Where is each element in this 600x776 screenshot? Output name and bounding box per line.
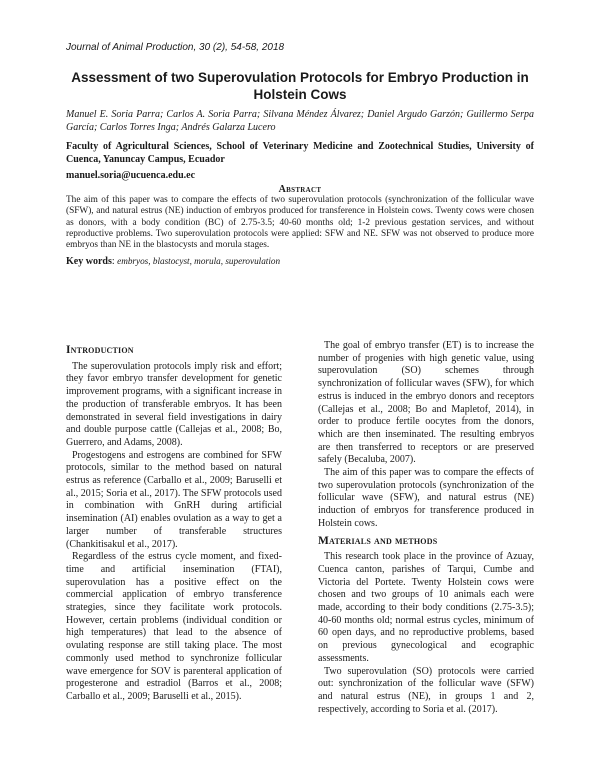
paper-title: Assessment of two Superovulation Protocols for Embryo Production in Holstein Cows <box>71 70 529 102</box>
introduction-heading: Introduction <box>66 344 134 356</box>
keywords <box>66 256 534 267</box>
keywords-label: Key words <box>66 256 112 267</box>
contact-email[interactable]: manuel.soria@ucuenca.edu.ec <box>66 170 196 181</box>
intro-paragraph-3: Regardless of the estrus cycle moment, and fixed-time and artificial insemination (FTAI), superovulation has a positive effect on the commercial application of embryo transference strategies, since they facilitate work protocols. However, certain problems (individual condition or high temperatures) that lead to the absence of ovulating response are still taking place. The most commonly used method to synchronize follicular wave emergence for SOV is parenteral application of progesterone and estradiol (Barros et al., 2008; Carballo et al., 2009; Baruselli et al., 2015). <box>66 551 282 702</box>
abstract-text: The aim of this paper was to compare the effects of two superovulation protocols (synchronization of the follicular wave (SFW), and natural estrus (NE) induction of embryos produced for transference in Holstein cows. Twenty cows were chosen as donors, with a body condition (BC) of 2.75-3.5; 40-60 months old; 1-2 previous gestation services, and without reproductive problems. Two superovulation protocols were applied: SFW and NE. SFW was not observed to produce more embryos than NE in the blastocysts and morula stages. <box>66 195 534 251</box>
keywords-values: embryos, blastocyst, morula, superovulation <box>117 256 281 266</box>
intro-paragraph-2: Progestogens and estrogens are combined for SFW protocols, similar to the method based on natural estrus as reference (Carballo et al., 2009; Baruselli et al., 2015; Soria et al., 2017). The SFW protocols used in combination with GnRH during artificial insemination (AI) enables ovulation as a way to get a larger number of transferable structures (Chankitisakul et al., 2017). <box>66 449 282 550</box>
left-column <box>66 340 282 704</box>
methods-paragraph-2: Two superovulation (SO) protocols were carried out: synchronization of the follicular wave (SFW) and natural estrus (NE), in groups 1 and 2, respectively, according to Soria et al. (2017). <box>318 665 534 715</box>
keywords-separator: : <box>111 256 118 267</box>
intro-paragraph-4: The goal of embryo transfer (ET) is to increase the number of progenies with high genetic value, using superovulation (SO) schemes through synchronization of follicular waves (SFW), for which estrus is induced in the embryo donors and receptors (Callejas et al., 2008; Bo and Mapletof, 2014), in order to produce fertile oocytes from the donors, which are then inseminated. The resulting embryos are then transferred to receptors or are preserved safely (Becaluba, 2007). <box>318 340 534 466</box>
intro-paragraph-1: The superovulation protocols imply risk and effort; they favor embryo transfer development for genetic improvement programs, with a significant increase in the production of transferable embryos. It has been demonstrated in several field investigations in dairy and double purpose cattle (Callejas et al., 2008; Bo, Guerrero, and Adams, 2008). <box>66 360 282 448</box>
author-list: Manuel E. Soria Parra; Carlos A. Soria Parra; Silvana Méndez Álvarez; Daniel Argudo Garzón; Guillermo Serpa García; Carlos Torres Inga; Andrés Galarza Lucero <box>66 109 534 133</box>
intro-paragraph-5: The aim of this paper was to compare the effects of two superovulation protocols (synchronization of the follicular wave (SFW), and natural estrus (NE) induction of embryos for transference produced in Holstein cows. <box>318 467 534 529</box>
right-column <box>318 340 534 716</box>
affiliation: Faculty of Agricultural Sciences, School of Veterinary Medicine and Zootechnical Studies, University of Cuenca, Yanuncay Campus, Ecuador <box>66 141 534 165</box>
abstract-heading: Abstract <box>278 184 322 195</box>
methods-paragraph-1: This research took place in the province of Azuay, Cuenca canton, parishes of Tarqui, Cumbe and Victoria del Portete. Twenty Holstein cows were chosen and two groups of 10 animals each were made, according to their body conditions (2.75-3.5); 40-60 months old; normal estrus cycles, minimum of 60 open days, and no reproductive problems, based on previous gynecological and ecographic assessments. <box>318 551 534 664</box>
methods-heading: Materials and methods <box>318 534 438 547</box>
journal-citation: Journal of Animal Production, 30 (2), 54-58, 2018 <box>66 42 285 53</box>
